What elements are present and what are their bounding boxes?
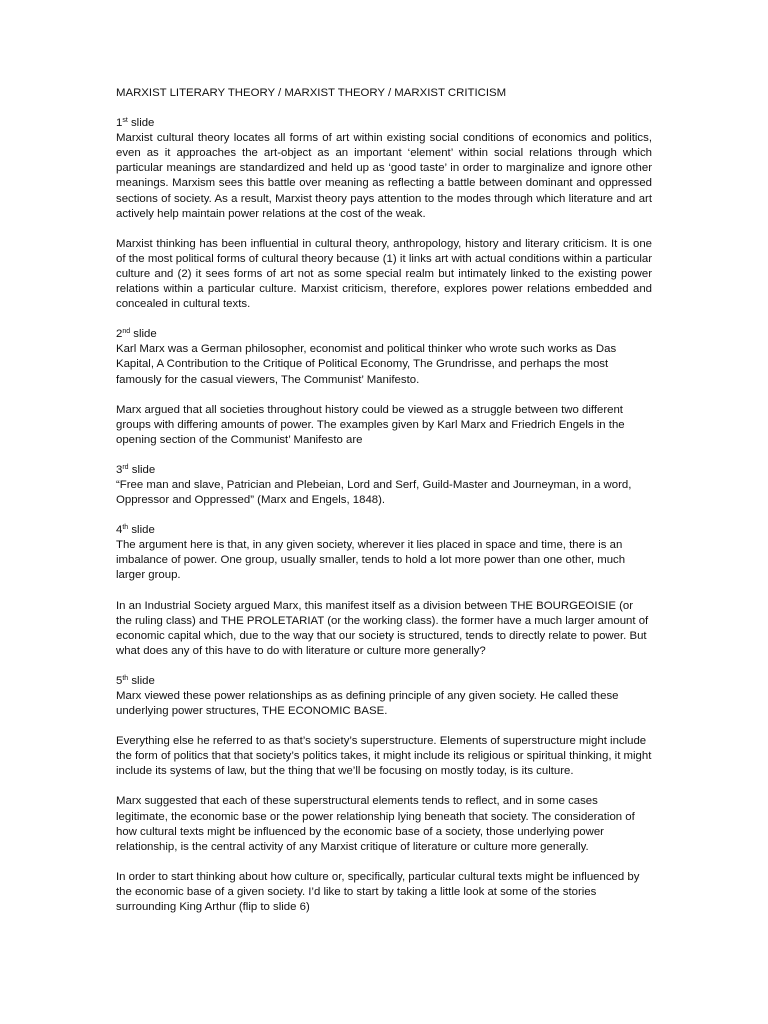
slide-section-3 xyxy=(116,463,652,508)
slide-label-1: 1st slide xyxy=(116,117,155,130)
paragraph: Marx viewed these power relationships as as defining principle of any given society. He called these underlying power structures, THE ECONOMIC BASE. xyxy=(116,690,619,718)
document-title: MARXIST LITERARY THEORY / MARXIST THEORY / MARXIST CRITICISM xyxy=(116,87,507,99)
slide-section-2 xyxy=(116,327,652,387)
paragraph: Marxist thinking has been influential in cultural theory, anthropology, history and literary criticism. It is one of the most political forms of cultural theory because (1) it links art with actual conditions within a particular culture and (2) it sees forms of art not as some special realm but intimately linked to the existing power relations within a particular culture. Marxist criticism, therefore, explores power relations embedded and concealed in cultural texts. xyxy=(116,237,652,311)
paragraph: Marxist cultural theory locates all forms of art within existing social conditions of economics and politics, even as it approaches the art-object as an important ‘element’ within social relations through which particular meanings are standardized and held up as ‘good taste’ in order to marginalize and ignore other meanings. Marxism sees this battle over meaning as reflecting a battle between dominant and oppressed sections of society. As a result, Marxist theory pays attention to the modes through which literature and art actively help maintain power relations at the cost of the weak. xyxy=(116,132,652,220)
slide-section-4 xyxy=(116,523,652,583)
paragraph: Marx argued that all societies throughout history could be viewed as a struggle between two different groups with differing amounts of power. The examples given by Karl Marx and Friedrich Engels in the opening section of the Communist’ Manifesto are xyxy=(116,403,625,446)
slide-label-5: 5th slide xyxy=(116,674,155,687)
slide-label-3: 3rd slide xyxy=(116,463,156,476)
paragraph: Karl Marx was a German philosopher, economist and political thinker who wrote such works as Das Kapital, A Contribution to the Critique of Political Economy, The Grundrisse, and perhaps the most famously for the casual viewers, The Communist’ Manifesto. xyxy=(116,343,617,386)
paragraph: Everything else he referred to as that’s society’s superstructure. Elements of superstructure might include the form of politics that that society’s politics takes, it might include its religious or spiritual thinking, it might include its systems of law, but the thing that we’ll be focusing on mostly today, is its culture. xyxy=(116,735,652,778)
paragraph: The argument here is that, in any given society, wherever it lies placed in space and time, there is an imbalance of power. One group, usually smaller, tends to hold a lot more power than one other, much larger group. xyxy=(116,539,626,582)
slide-label-4: 4th slide xyxy=(116,524,155,537)
slide-section-1 xyxy=(116,116,652,222)
slide-label-2: 2nd slide xyxy=(116,328,157,341)
paragraph: In an Industrial Society argued Marx, this manifest itself as a division between THE BOURGEOISIE (or the ruling class) and THE PROLETARIAT (or the working class). the former have a much larger amount of economic capital which, due to the way that our society is structured, tends to directly relate to power. But what does any of this have to do with literature or culture more generally? xyxy=(116,599,649,657)
paragraph: In order to start thinking about how culture or, specifically, particular cultural texts might be influenced by the economic base of a given society. I’d like to start by taking a little look at some of the stories surrounding King Arthur (flip to slide 6) xyxy=(116,870,640,914)
document-page xyxy=(116,86,652,930)
slide-section-5 xyxy=(116,674,652,719)
paragraph: Marx suggested that each of these superstructural elements tends to reflect, and in some cases legitimate, the economic base or the power relationship lying beneath that society. The consideration of how cultural texts might be influenced by the economic base of a society, those underlying power relationship, is the central activity of any Marxist critique of literature or culture more generally. xyxy=(116,795,635,853)
quotation: “Free man and slave, Patrician and Plebeian, Lord and Serf, Guild-Master and Journeyman, in a word, Oppressor and Oppressed” (Marx and Engels, 1848). xyxy=(116,478,632,507)
